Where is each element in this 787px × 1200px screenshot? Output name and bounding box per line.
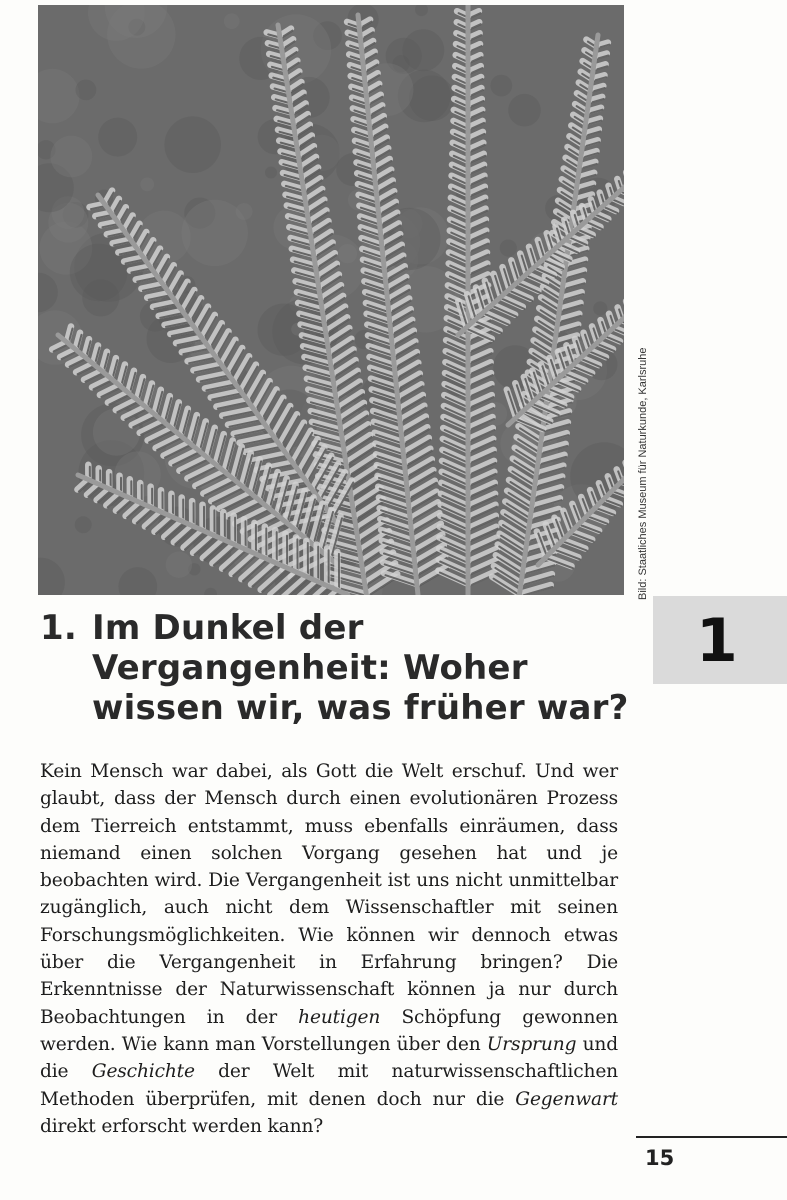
fern-fossil-photo bbox=[38, 5, 624, 595]
page-number: 15 bbox=[645, 1146, 675, 1170]
emphasis-geschichte: Geschichte bbox=[91, 1061, 195, 1083]
photo-credit: Bild: Staatliches Museum für Naturkunde, Karlsruhe bbox=[637, 347, 649, 600]
footer-rule bbox=[636, 1136, 787, 1138]
fern-fossil-icon bbox=[38, 5, 624, 595]
chapter-title-text: Im Dunkel der Vergangenheit: Woher wissen wir, was früher war? bbox=[92, 608, 629, 728]
chapter-number: 1 bbox=[696, 606, 738, 676]
paragraph-text: Kein Mensch war dabei, als Gott die Welt erschuf. Und wer glaubt, dass der Mensch durch einen evolutionären Prozess dem Tierreich entstammt, muss ebenfalls einräumen, dass niemand einen solchen Vorgang gesehen hat und je beobachten wird. Die Vergangenheit ist uns nicht unmittelbar zugänglich, auch nicht dem Wissenschaftler mit seinen Forschungsmöglichkeiten. Wie können wir dennoch etwas über die Vergangenheit in Erfahrung bringen? Die Erkenntnisse der Naturwissenschaft können ja nur durch Beobachtungen in der bbox=[40, 761, 618, 1028]
emphasis-ursprung: Ursprung bbox=[486, 1033, 577, 1055]
emphasis-heutigen: heutigen bbox=[298, 1006, 381, 1028]
paragraph-text: der Welt mit naturwissenschaftlichen Methoden überprüfen, mit denen doch nur die bbox=[40, 1061, 618, 1110]
paragraph-text: direkt erforscht werden kann? bbox=[40, 1115, 324, 1137]
intro-paragraph bbox=[40, 758, 618, 1140]
chapter-title-number: 1. bbox=[40, 608, 77, 648]
emphasis-gegenwart: Gegenwart bbox=[515, 1088, 618, 1110]
chapter-title bbox=[40, 608, 630, 728]
paragraph-text: und die bbox=[40, 1033, 618, 1083]
paragraph-text: Schöpfung gewonnen werden. Wie kann man Vorstellungen über den bbox=[40, 1006, 618, 1055]
